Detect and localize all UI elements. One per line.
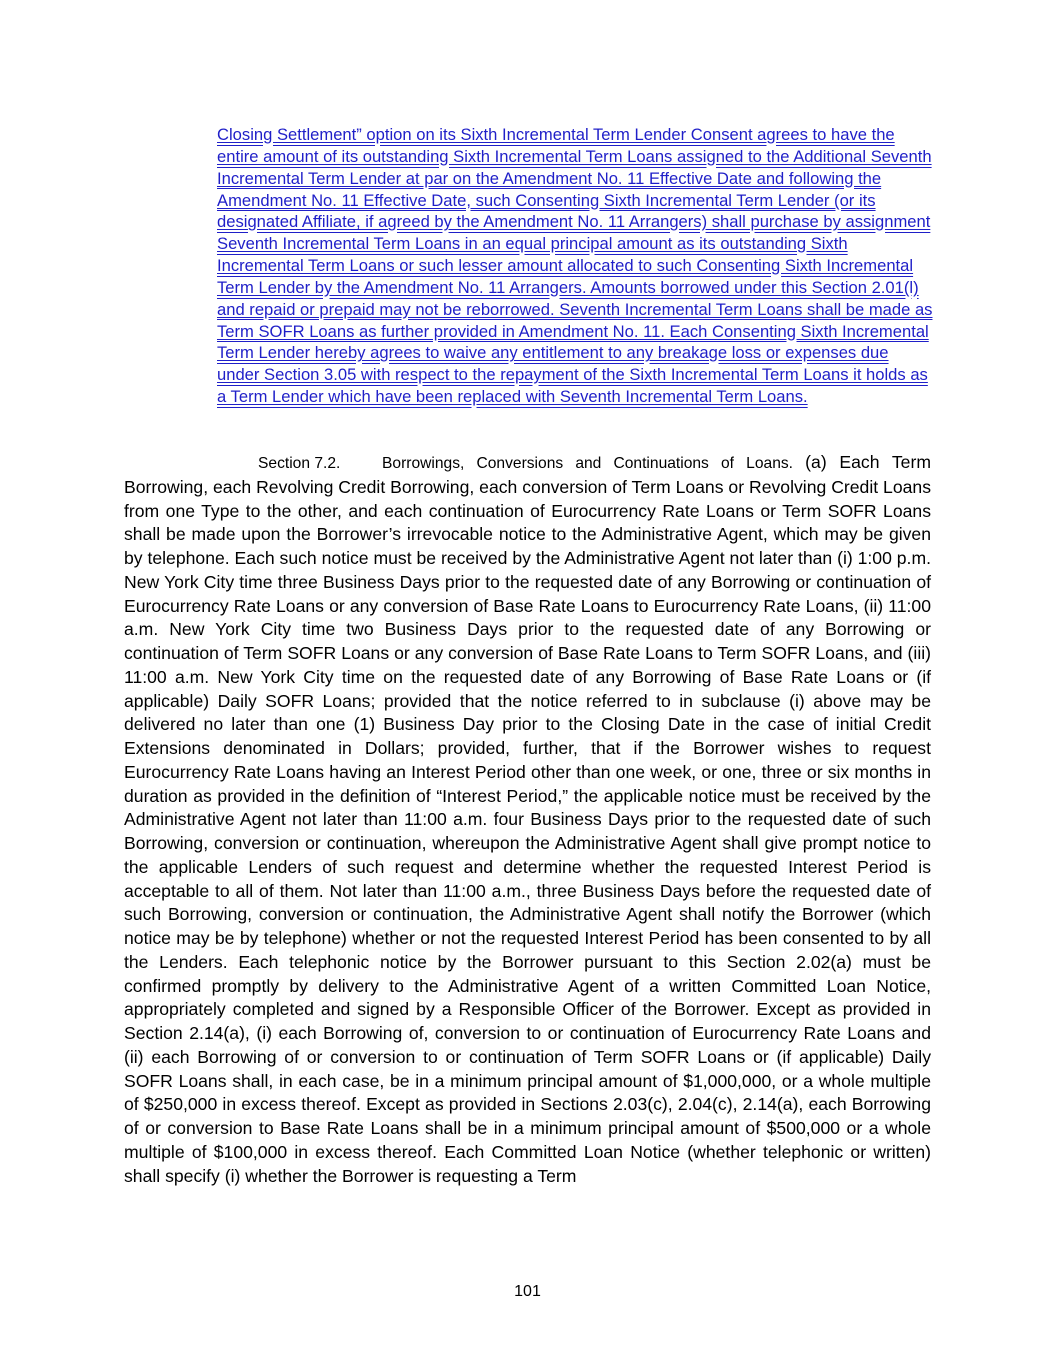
page-number: 101 xyxy=(514,1283,541,1300)
section-number: Section 7.2. xyxy=(258,455,341,472)
inserted-paragraph: Closing Settlement” option on its Sixth Incremental Term Lender Consent agrees to have the entire amount of its outstanding Sixth Incremental Term Loans assigned to the Additional Seventh Incremental Term Lender at par on the Amendment No. 11 Effective Date and following the Amendment No. 11 Effective Date, such Consenting Sixth Incremental Term Lender (or its designated Affiliate, if agreed by the Amendment No. 11 Arrangers) shall purchase by assignment Seventh Incremental Term Loans in an equal principal amount as its outstanding Sixth Incremental Term Loans or such lesser amount allocated to such Consenting Sixth Incremental Term Lender by the Amendment No. 11 Arrangers. Amounts borrowed under this Section 2.01(l) and repaid or prepaid may not be reborrowed. Seventh Incremental Term Loans shall be made as Term SOFR Loans as further provided in Amendment No. 11. Each Consenting Sixth Incremental Term Lender hereby agrees to waive any entitlement to any breakage loss or expenses due under Section 3.05 with respect to the repayment of the Sixth Incremental Term Loans it holds as a Term Lender which have been replaced with Seventh Incremental Term Loans. xyxy=(217,125,933,407)
section-title: Borrowings, Conversions and Continuations of Loans. xyxy=(382,455,793,472)
inserted-amendment-text xyxy=(217,124,933,408)
section-body: (a) Each Term Borrowing, each Revolving Credit Borrowing, each conversion of Term Loans or Revolving Credit Loans from one Type to the other, and each continuation of Eurocurrency Rate Loans or Term SOFR Loans shall be made upon the Borrower’s irrevocable notice to the Administrative Agent, which may be given by telephone. Each such notice must be received by the Administrative Agent not later than (i) 1:00 p.m. New York City time three Business Days prior to the requested date of any Borrowing or continuation of Eurocurrency Rate Loans or any conversion of Base Rate Loans to Eurocurrency Rate Loans, (ii) 11:00 a.m. New York City time two Business Days prior to the requested date of any Borrowing or continuation of Term SOFR Loans or any conversion of Base Rate Loans to Term SOFR Loans, and (iii) 11:00 a.m. New York City time on the requested date of any Borrowing of Base Rate Loans or (if applicable) Daily SOFR Loans; provided that the notice referred to in subclause (i) above may be delivered no later than one (1) Business Day prior to the Closing Date in the case of initial Credit Extensions denominated in Dollars; provided, further, that if the Borrower wishes to request Eurocurrency Rate Loans having an Interest Period other than one week, or one, three or six months in duration as provided in the definition of “Interest Period,” the applicable notice must be received by the Administrative Agent not later than 11:00 a.m. four Business Days prior to the requested date of such Borrowing, conversion or continuation, whereupon the Administrative Agent shall give prompt notice to the applicable Lenders of such request and determine whether the requested Interest Period is acceptable to all of them. Not later than 11:00 a.m., three Business Days before the requested date of such Borrowing, conversion or continuation, the Administrative Agent shall notify the Borrower (which notice may be by telephone) whether or not the requested Interest Period has been consented to by all the Lenders. Each telephonic notice by the Borrower pursuant to this Section 2.02(a) must be confirmed promptly by delivery to the Administrative Agent of a written Committed Loan Notice, appropriately completed and signed by a Responsible Officer of the Borrower. Except as provided in Section 2.14(a), (i) each Borrowing of, conversion to or continuation of Eurocurrency Rate Loans and (ii) each Borrowing of or conversion to or continuation of Term SOFR Loans or (if applicable) Daily SOFR Loans shall, in each case, be in a minimum principal amount of $1,000,000, or a whole multiple of $250,000 in excess thereof. Except as provided in Sections 2.03(c), 2.04(c), 2.14(a), each Borrowing of or conversion to Base Rate Loans shall be in a minimum principal amount of $500,000 or a whole multiple of $100,000 in excess thereof. Each Committed Loan Notice (whether telephonic or written) shall specify (i) whether the Borrower is requesting a Term xyxy=(124,452,931,1186)
section-paragraph xyxy=(124,451,931,1188)
section-heading xyxy=(124,455,805,472)
